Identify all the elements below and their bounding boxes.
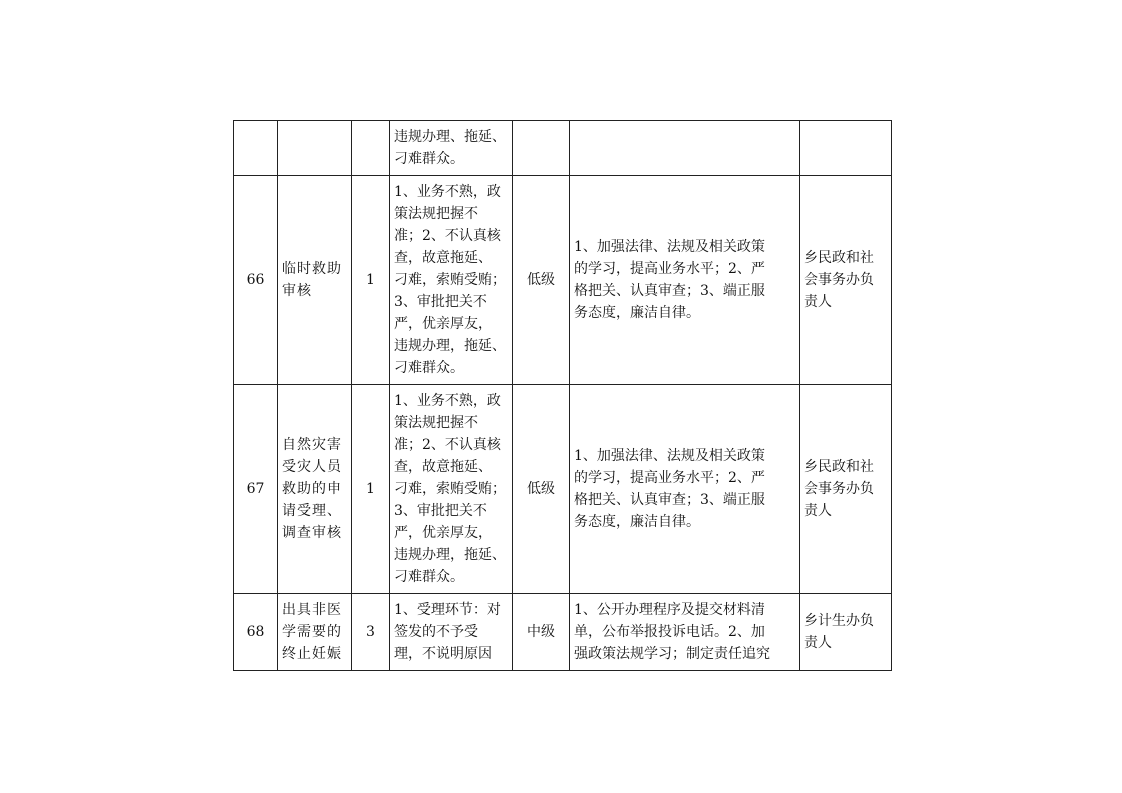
prevention-measures-cell <box>570 594 800 671</box>
row-number-cell <box>234 121 278 176</box>
level-number-cell <box>352 121 390 176</box>
responsible-person-cell <box>800 176 892 385</box>
risk-description: 1、业务不熟，政 策法规把握不 准；2、不认真核 查，故意拖延、 刁难，索贿受贿； 3、审批把关不 严，优亲厚友， 违规办理，拖延、 刁难群众。 <box>394 184 506 376</box>
risk-grade: 中级 <box>527 624 555 640</box>
responsible-person-cell <box>800 594 892 671</box>
prevention-measures-cell <box>570 385 800 594</box>
responsible-person: 乡民政和社 会事务办负 责人 <box>804 250 874 310</box>
level-number: 1 <box>366 272 375 288</box>
row-number: 67 <box>246 481 265 497</box>
prevention-measures-cell <box>570 121 800 176</box>
table-row <box>234 176 892 385</box>
item-name: 自然灾害 受灾人员 救助的申 请受理、 调查审核 <box>282 437 342 541</box>
risk-description: 1、业务不熟，政 策法规把握不 准；2、不认真核 查，故意拖延、 刁难，索贿受贿； 3、审批把关不 严，优亲厚友， 违规办理，拖延、 刁难群众。 <box>394 393 506 585</box>
row-number: 68 <box>246 624 265 640</box>
responsible-person: 乡计生办负 责人 <box>804 613 874 651</box>
responsible-person-cell <box>800 385 892 594</box>
risk-grade: 低级 <box>527 272 555 288</box>
risk-description-cell <box>390 176 513 385</box>
prevention-measures: 1、加强法律、法规及相关政策 的学习，提高业务水平；2、严 格把关、认真审查；3、端正服 务态度，廉洁自律。 <box>574 448 765 530</box>
item-name-cell <box>278 594 352 671</box>
risk-grade: 低级 <box>527 481 555 497</box>
prevention-measures: 1、加强法律、法规及相关政策 的学习，提高业务水平；2、严 格把关、认真审查；3、端正服 务态度，廉洁自律。 <box>574 239 765 321</box>
risk-description-cell <box>390 385 513 594</box>
risk-table <box>233 120 892 671</box>
item-name-cell <box>278 176 352 385</box>
risk-description: 违规办理、拖延、 刁难群众。 <box>394 129 506 167</box>
level-number-cell <box>352 594 390 671</box>
responsible-person-cell <box>800 121 892 176</box>
level-number-cell <box>352 176 390 385</box>
responsible-person: 乡民政和社 会事务办负 责人 <box>804 459 874 519</box>
prevention-measures-cell <box>570 176 800 385</box>
level-number: 1 <box>366 481 375 497</box>
row-number-cell <box>234 594 278 671</box>
risk-grade-cell <box>513 594 570 671</box>
level-number-cell <box>352 385 390 594</box>
item-name-cell <box>278 385 352 594</box>
item-name: 临时救助 审核 <box>282 261 342 299</box>
row-number-cell <box>234 385 278 594</box>
row-number: 66 <box>246 272 265 288</box>
table-row <box>234 594 892 671</box>
row-number-cell <box>234 176 278 385</box>
table-row <box>234 385 892 594</box>
risk-description-cell <box>390 594 513 671</box>
risk-description: 1、受理环节：对 签发的不予受 理，不说明原因 <box>394 602 501 662</box>
risk-grade-cell <box>513 176 570 385</box>
risk-description-cell <box>390 121 513 176</box>
prevention-measures: 1、公开办理程序及提交材料清 单，公布举报投诉电话。2、加 强政策法规学习；制定责任追究 <box>574 602 770 662</box>
item-name-cell <box>278 121 352 176</box>
risk-grade-cell <box>513 121 570 176</box>
risk-grade-cell <box>513 385 570 594</box>
table-row <box>234 121 892 176</box>
level-number: 3 <box>366 624 375 640</box>
item-name: 出具非医 学需要的 终止妊娠 <box>282 602 342 662</box>
